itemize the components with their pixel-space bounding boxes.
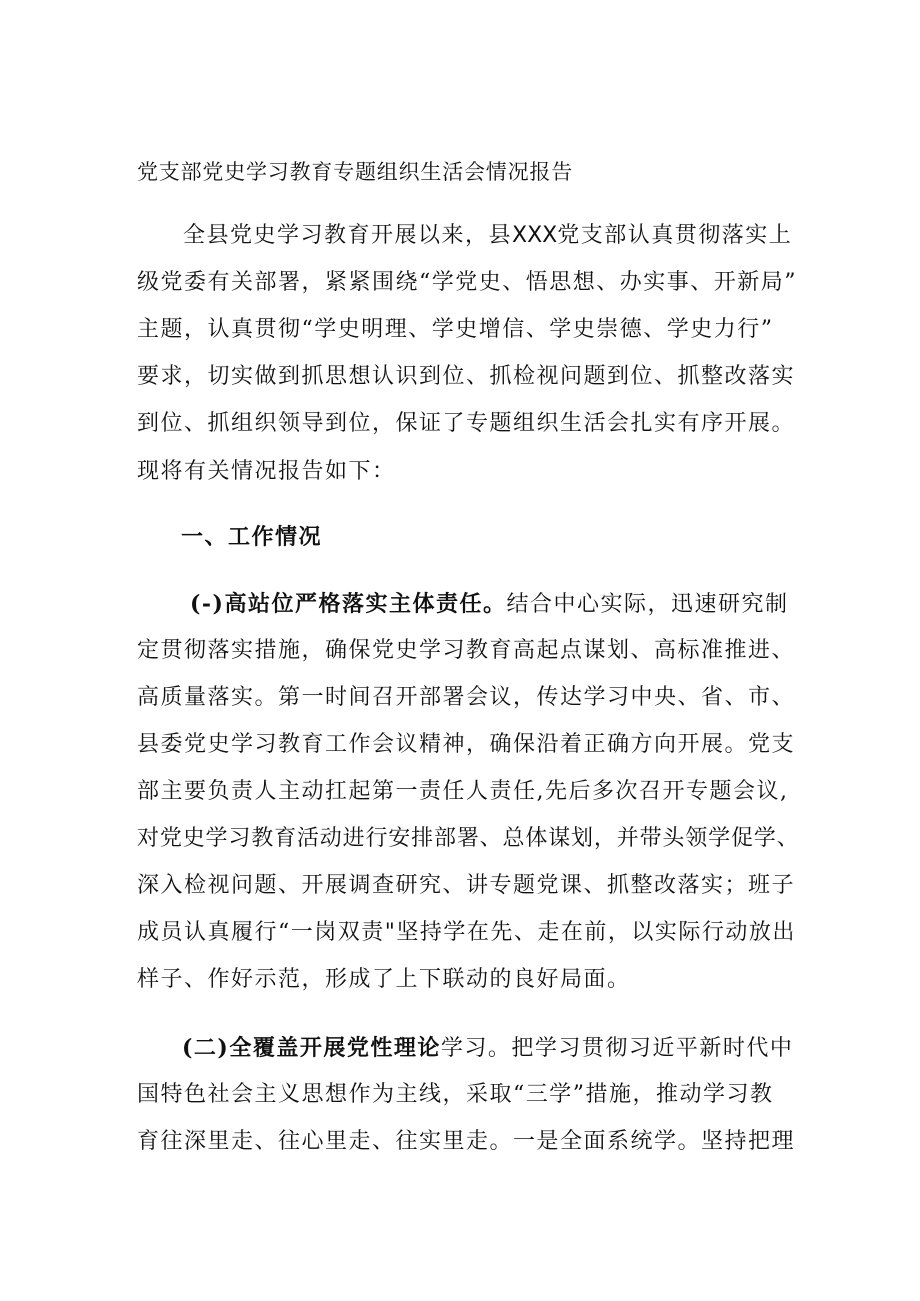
intro-text: 全县党史学习教育开展以来，县 [183,223,513,248]
intro-line-1 [183,221,792,251]
placeholder-xxx: XXX [512,223,558,248]
item1-line-6: 对党史学习教育活动进行安排部署、总体谋划，并带头领学促学、 [137,826,800,851]
item1-line-2: 定贯彻落实措施，确保党史学习教育高起点谋划、高标准推进、 [137,638,796,663]
item2-heading: (二)全覆盖开展党性理论 [182,1035,441,1061]
item2-line-2: 国特色社会主义思想作为主线，采取“三学”措施，推动学习教 [137,1082,774,1107]
item2-line-1 [182,1033,793,1064]
item1-line-5: 部主要负责人主动扛起第一责任人责任,先后多次召开专题会议, [137,779,789,804]
item1-line-1 [190,589,788,620]
item1-line-8: 成员认真履行“一岗双责"坚持学在先、走在前，以实际行动放出 [137,920,796,945]
item1-line-4: 县委党史学习教育工作会议精神，确保沿着正确方向开展。党支 [137,732,796,757]
item2-line-3: 育往深里走、往心里走、往实里走。一是全面系统学。坚持把理 [137,1129,796,1154]
intro-line-6: 现将有关情况报告如下： [137,459,396,484]
item1-line-7: 深入检视问题、开展调查研究、讲专题党课、抓整改落实；班子 [137,873,796,898]
intro-line-4: 要求，切实做到抓思想认识到位、抓检视问题到位、抓整改落实 [137,364,796,389]
intro-line-5: 到位、抓组织领导到位，保证了专题组织生活会扎实有序开展。 [137,411,796,436]
intro-text: 党支部认真贯彻落实上 [557,223,793,248]
document-title: 党支部党史学习教育专题组织生活会情况报告 [137,160,573,184]
intro-line-3: 主题，认真贯彻“学史明理、学史增信、学史崇德、学史力行” [137,317,774,342]
section-heading-1: 一、工作情况 [181,524,323,550]
item1-line-9: 样子、作好示范，形成了上下联动的良好局面。 [137,967,631,992]
item1-text: 结合中心实际，迅速研究制 [506,592,789,617]
intro-line-2: 级党委有关部署，紧紧围绕“学党史、悟思想、办实事、开新局” [137,270,797,295]
item1-line-3: 高质量落实。第一时间召开部署会议，传达学习中央、省、市、 [137,685,796,710]
item1-heading: (-)高站位严格落实主体责任。 [190,591,507,617]
item2-text: 学习。把学习贯彻习近平新时代中 [440,1036,794,1061]
